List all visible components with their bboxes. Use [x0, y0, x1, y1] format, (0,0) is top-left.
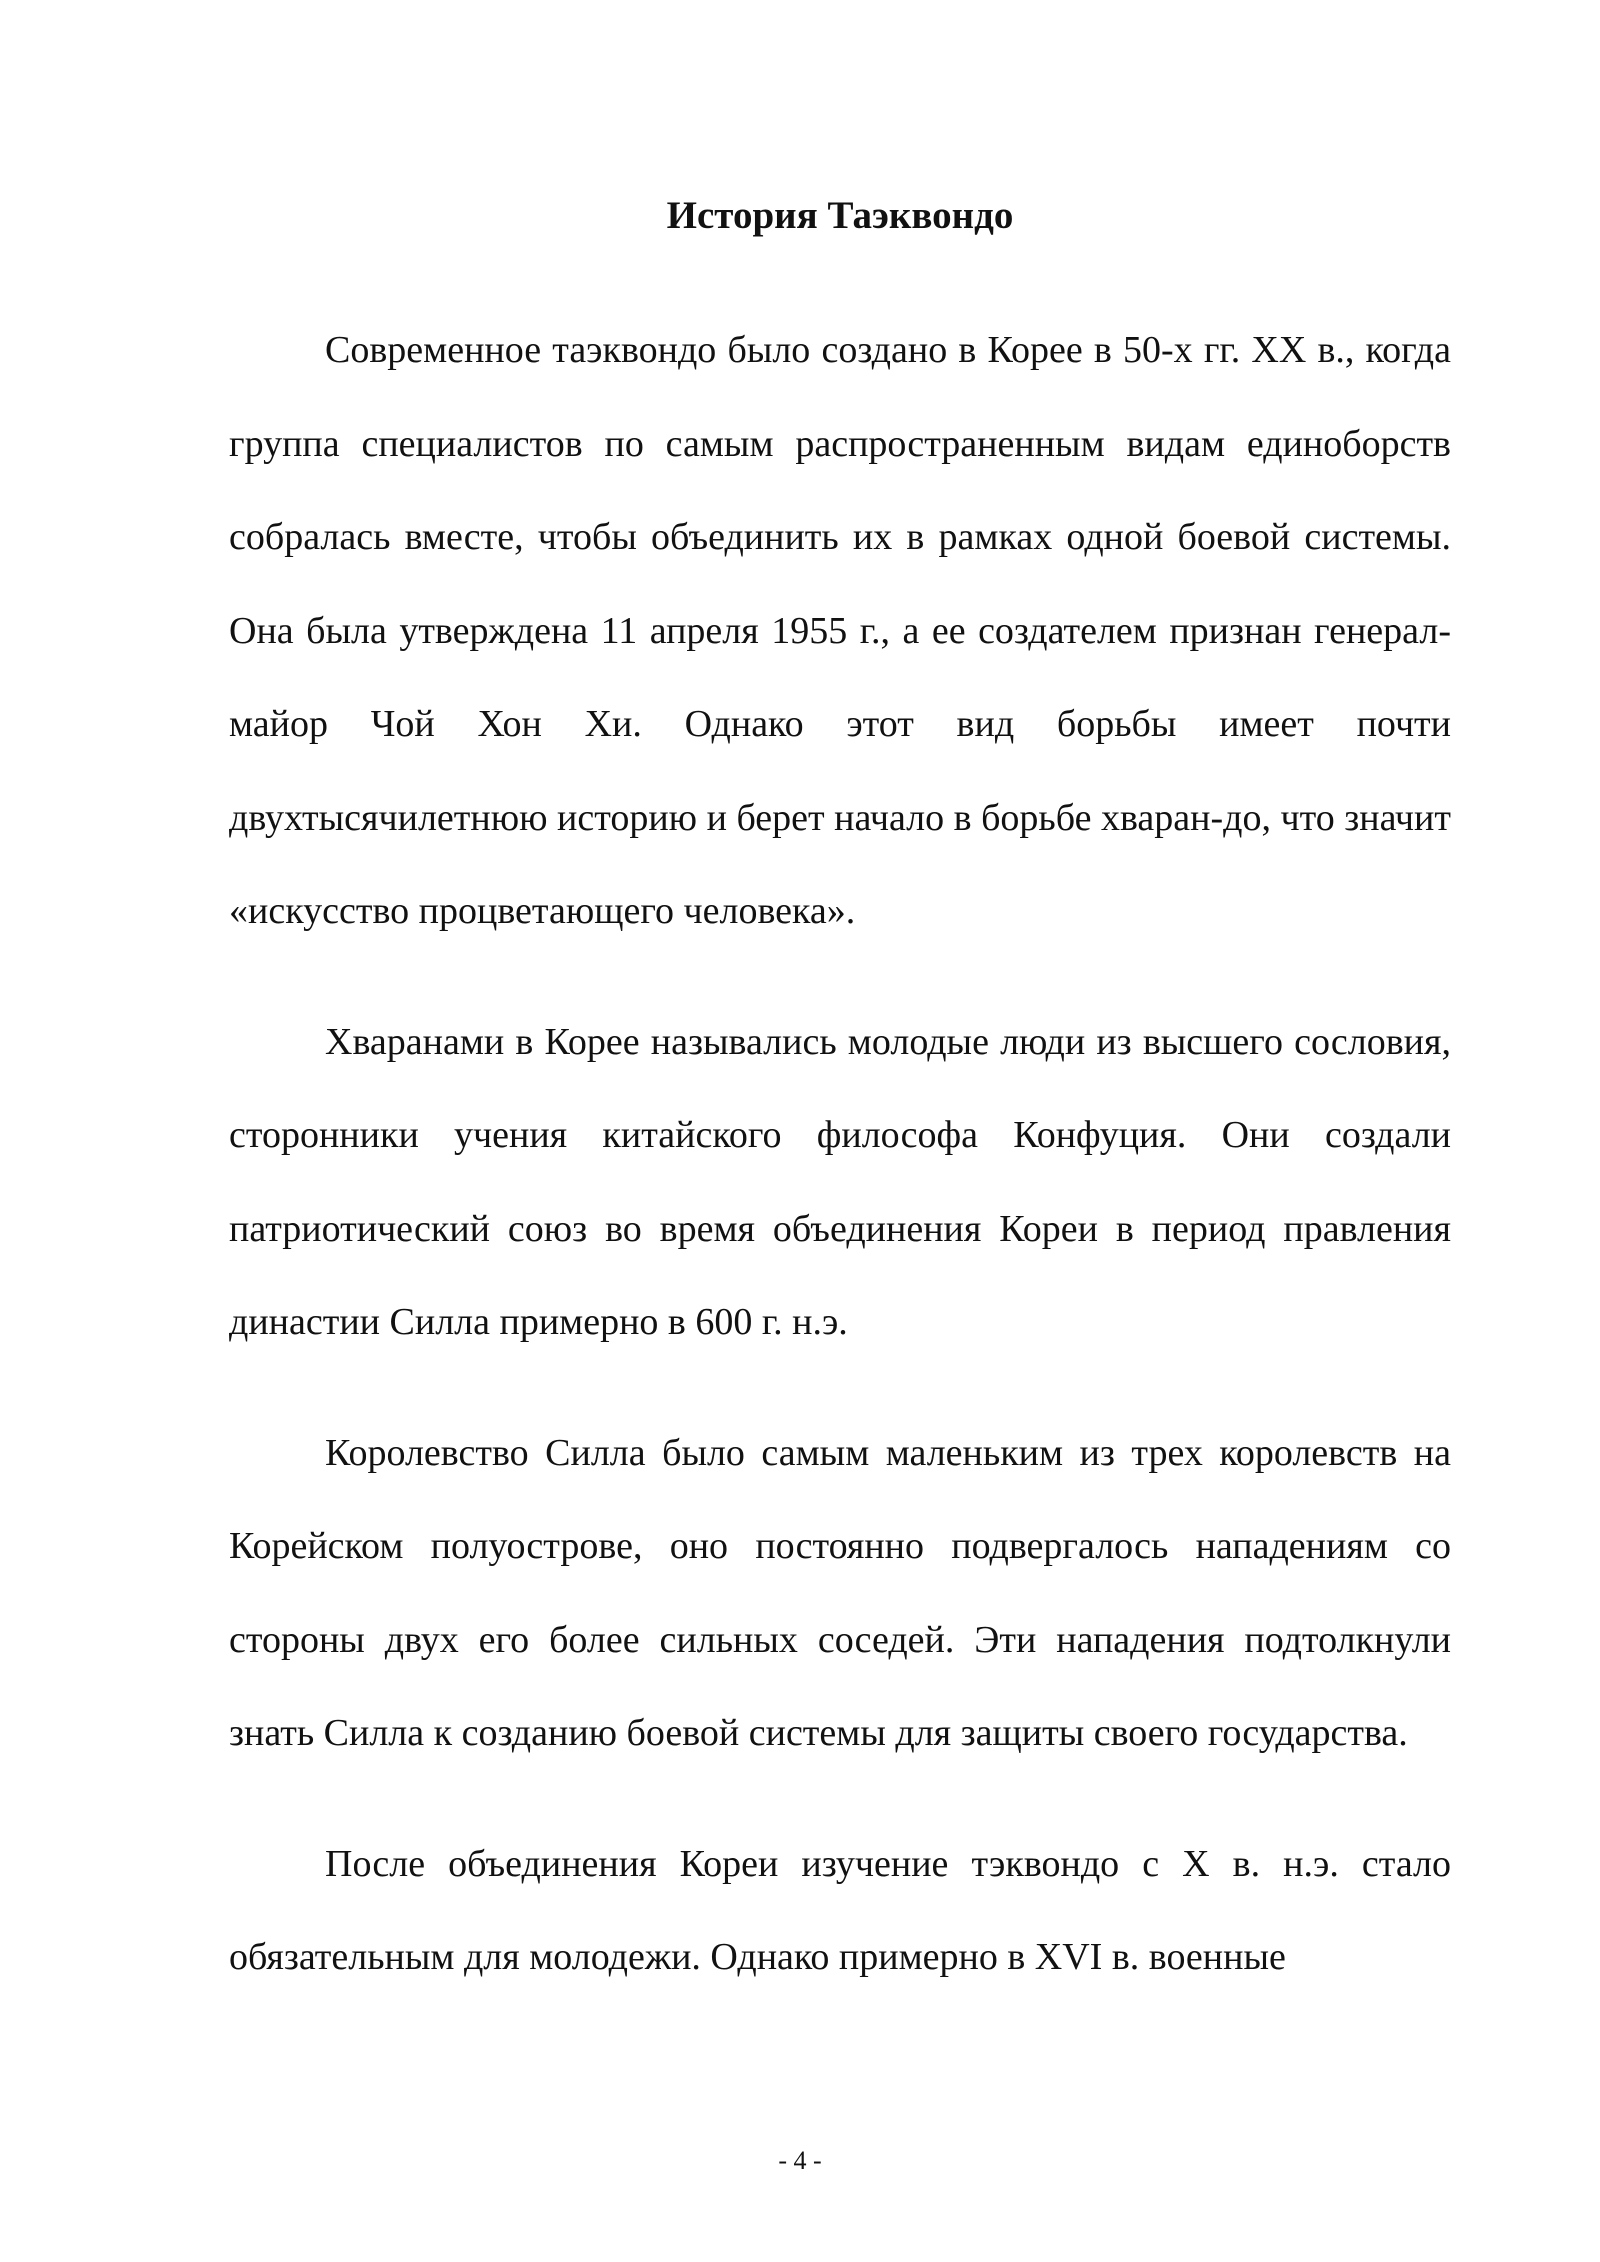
paragraph-3: Королевство Силла было самым маленьким из трех королевств на Корейском полуострове, оно постоянно подвергалось нападениям со стороны двух его более сильных соседей. Эти нападения подтолкнули знать Силла к созданию боевой системы для защиты своего государства. [229, 1431, 1451, 1754]
paragraph-2: Хваранами в Корее назывались молодые люди из высшего сословия, сторонники учения китайского философа Конфуция. Они создали патриотический союз во время объединения Кореи в период правления династии Силла примерно в 600 г. н.э. [229, 1020, 1451, 1343]
page-title: История Таэквондо [666, 194, 1014, 237]
paragraph-4: После объединения Кореи изучение тэквондо с X в. н.э. стало обязательным для молодежи. Однако примерно в XVI в. военные [229, 1842, 1451, 1978]
page-content [229, 188, 1451, 2042]
paragraph-1: Современное таэквондо было создано в Корее в 50-х гг. XX в., когда группа специалистов по самым распространенным видам единоборств собралась вместе, чтобы объединить их в рамках одной боевой системы. Она была утверждена 11 апреля 1955 г., а ее создателем признан генерал-майор Чой Хон Хи. Однако этот вид борьбы имеет почти двухтысячилетнюю историю и берет начало в борьбе хваран-до, что значит «искусство процветающего человека». [229, 329, 1451, 932]
page-number: - 4 - [778, 2146, 822, 2175]
